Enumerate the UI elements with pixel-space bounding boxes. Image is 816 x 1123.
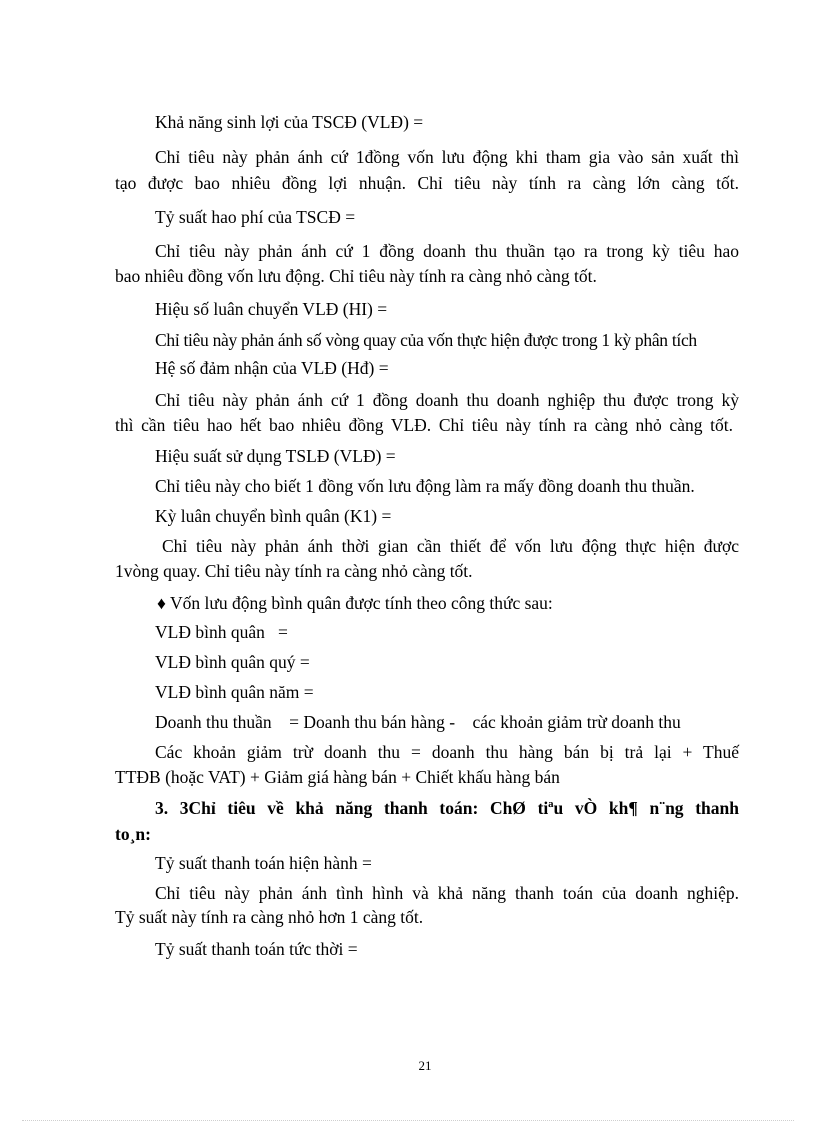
paragraph-line: Chỉ tiêu này phản ánh thời gian cần thiết để vốn lưu động thực hiện được <box>162 536 739 556</box>
paragraph-line: TTĐB (hoặc VAT) + Giảm giá hàng bán + Chiết khấu hàng bán <box>115 767 560 787</box>
paragraph-line: Khả năng sinh lợi của TSCĐ (VLĐ) = <box>155 112 424 132</box>
paragraph-line: 1vòng quay. Chỉ tiêu này tính ra càng nhỏ càng tốt. <box>115 561 473 581</box>
paragraph-line: Chỉ tiêu này phản ánh cứ 1 đồng doanh thu doanh nghiệp thu được trong kỳ <box>155 390 739 410</box>
paragraph-line: Các khoản giảm trừ doanh thu = doanh thu hàng bán bị trả lại + Thuế <box>155 742 739 762</box>
paragraph-line: Chỉ tiêu này phản ánh cứ 1đồng vốn lưu động khi tham gia vào sản xuất thì <box>155 147 739 167</box>
paragraph-line: bao nhiêu đồng vốn lưu động. Chỉ tiêu này tính ra càng nhỏ càng tốt. <box>115 266 597 286</box>
paragraph-line: Hệ số đảm nhận của VLĐ (Hđ) = <box>155 358 389 378</box>
paragraph-line: Tỷ suất hao phí của TSCĐ = <box>155 207 356 227</box>
paragraph-line: thì cần tiêu hao hết bao nhiêu đồng VLĐ. Chỉ tiêu này tính ra càng nhỏ càng tốt. <box>115 415 733 435</box>
paragraph-line: Hiệu số luân chuyển VLĐ (HI) = <box>155 299 388 319</box>
paragraph-line: Kỳ luân chuyển bình quân (K1) = <box>155 506 392 526</box>
paragraph-line: ♦ Vốn lưu động bình quân được tính theo công thức sau: <box>157 593 553 613</box>
paragraph-line: Doanh thu thuần = Doanh thu bán hàng - các khoản giảm trừ doanh thu <box>155 712 681 732</box>
section-heading: 3. 3Chỉ tiêu về khả năng thanh toán: ChØ tiªu vÒ kh¶ n¨ng thanh <box>155 798 739 818</box>
paragraph-line: Chỉ tiêu này phản ánh tình hình và khả năng thanh toán của doanh nghiệp. <box>155 883 739 903</box>
paragraph-line: Tỷ suất thanh toán hiện hành = <box>155 853 372 873</box>
paragraph-line: Hiệu suất sử dụng TSLĐ (VLĐ) = <box>155 446 396 466</box>
paragraph-line: VLĐ bình quân năm = <box>155 682 314 702</box>
paragraph-line: VLĐ bình quân quý = <box>155 652 310 672</box>
paragraph-line: Chỉ tiêu này cho biết 1 đồng vốn lưu động làm ra mấy đồng doanh thu thuần. <box>155 476 695 496</box>
page-bottom-rule <box>22 1120 794 1121</box>
paragraph-line: tạo được bao nhiêu đồng lợi nhuận. Chỉ tiêu này tính ra càng lớn càng tốt. <box>115 173 739 193</box>
page-number: 21 <box>418 1058 432 1073</box>
paragraph-line: VLĐ bình quân = <box>155 622 288 642</box>
paragraph-line: Tỷ suất này tính ra càng nhỏ hơn 1 càng tốt. <box>115 907 424 927</box>
paragraph-line: Chỉ tiêu này phản ánh cứ 1 đồng doanh thu thuần tạo ra trong kỳ tiêu hao <box>155 241 739 261</box>
section-heading: to¸n: <box>115 824 151 844</box>
paragraph-line: Chỉ tiêu này phản ánh số vòng quay của vốn thực hiện được trong 1 kỳ phân tích <box>155 330 697 350</box>
paragraph-line: Tỷ suất thanh toán tức thời = <box>155 939 358 959</box>
